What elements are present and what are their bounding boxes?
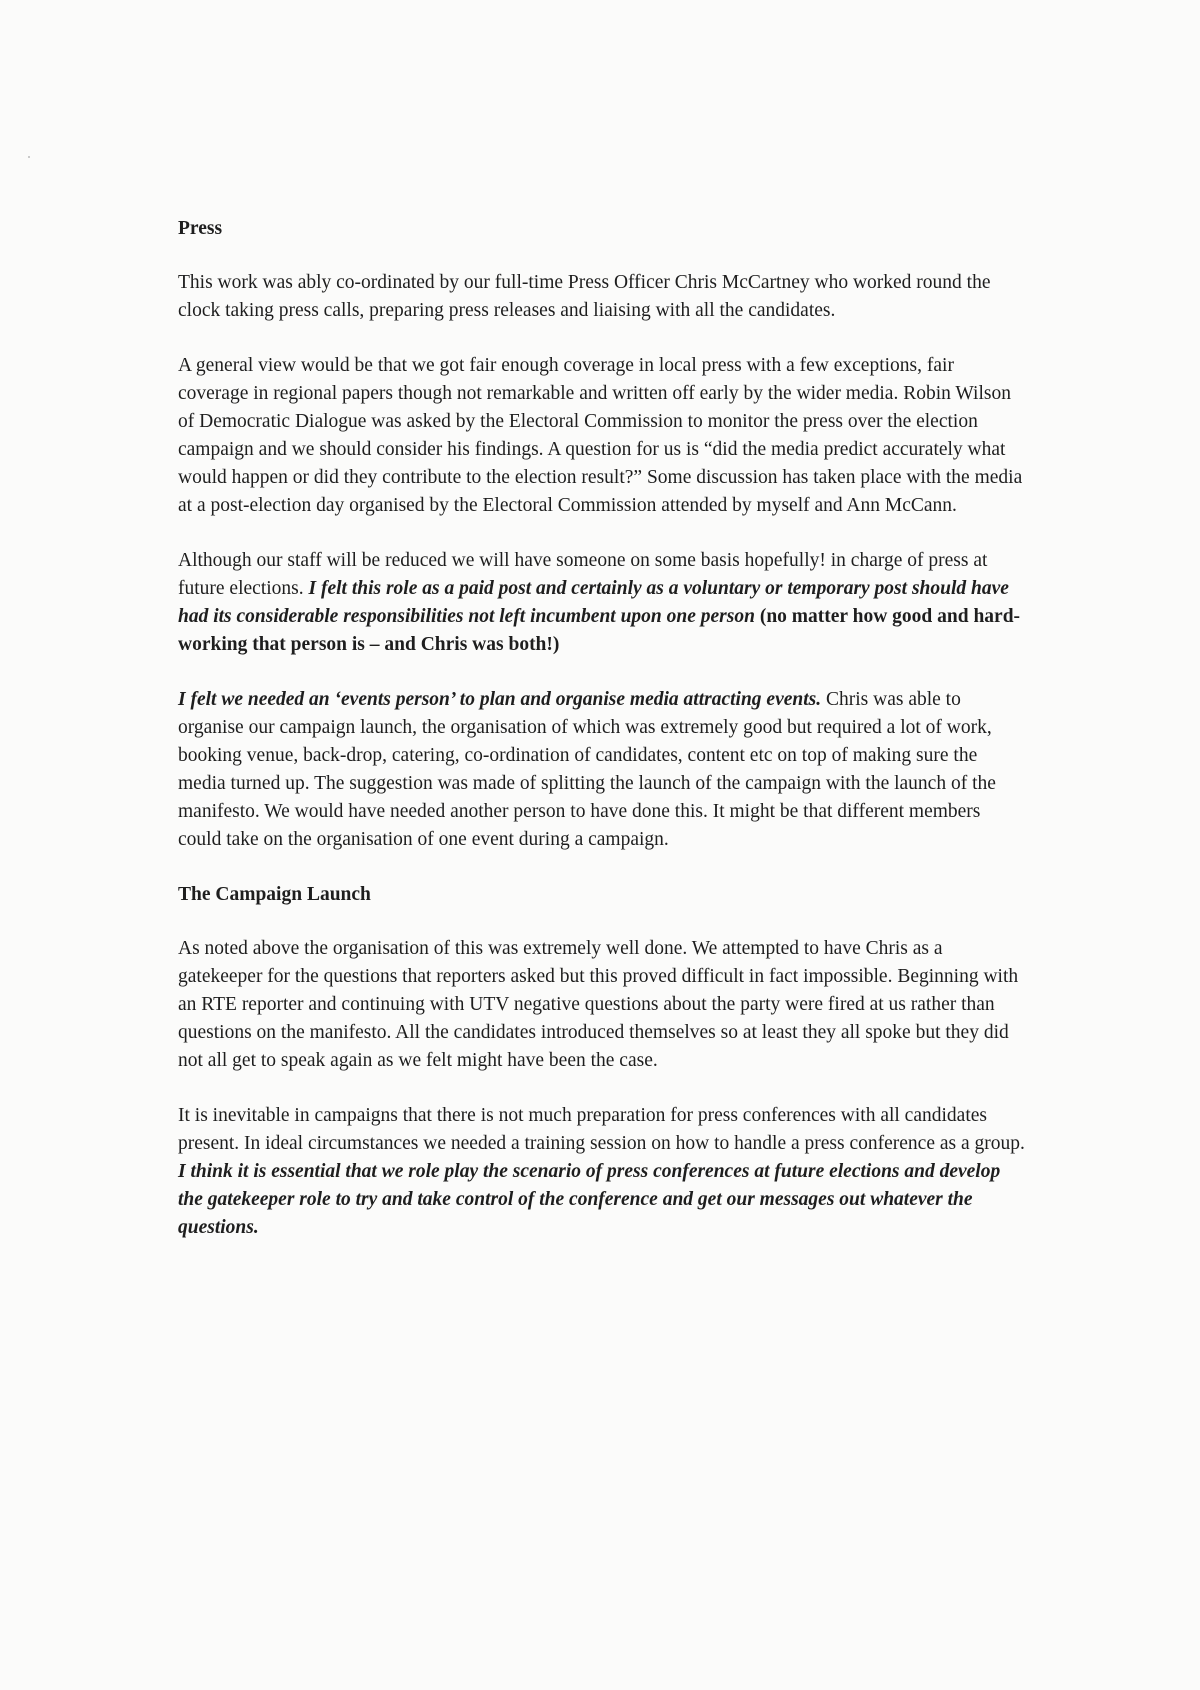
press-paragraph-3 [178, 547, 1028, 659]
press-paragraph-4-text: Chris was able to organise our campaign launch, the organisation of which was extremely good but required a lot of work, booking venue, back-drop, catering, co-ordination of candidates, content etc on top of making sure the media turned up. The suggestion was made of splitting the launch of the campaign with the launch of the manifesto. We would have needed another person to have done this. It might be that different members could take on the organisation of one event during a campaign. [178, 689, 996, 850]
document-page [178, 215, 1028, 1269]
launch-paragraph-2-text: It is inevitable in campaigns that there is not much preparation for press conferences with all candidates present. In ideal circumstances we needed a training session on how to handle a press conference as a group. [178, 1105, 1025, 1154]
scan-speck [28, 156, 30, 158]
launch-paragraph-2-emphasis: I think it is essential that we role play the scenario of press conferences at future elections and develop the gatekeeper role to try and take control of the conference and get our messages out whatever the questions. [178, 1161, 1001, 1238]
press-paragraph-2: A general view would be that we got fair enough coverage in local press with a few exceptions, fair coverage in regional papers though not remarkable and written off early by the wider media. Robin Wilson of Democratic Dialogue was asked by the Electoral Commission to monitor the press over the election campaign and we should consider his findings. A question for us is “did the media predict accurately what would happen or did they contribute to the election result?” Some discussion has taken place with the media at a post-election day organised by the Electoral Commission attended by myself and Ann McCann. [178, 355, 1023, 516]
press-paragraph-4 [178, 686, 1028, 854]
press-paragraph-1: This work was ably co-ordinated by our full-time Press Officer Chris McCartney who worked round the clock taking press calls, preparing press releases and liaising with all the candidates. [178, 272, 991, 321]
campaign-launch-heading: The Campaign Launch [178, 884, 371, 905]
press-paragraph-3-text: Although our staff will be reduced we will have someone on some basis hopefully! in charge of press at future elections. [178, 550, 988, 599]
launch-paragraph-1: As noted above the organisation of this was extremely well done. We attempted to have Chris as a gatekeeper for the questions that reporters asked but this proved difficult in fact impossible. Beginning with an RTE reporter and continuing with UTV negative questions about the party were fired at us rather than questions on the manifesto. All the candidates introduced themselves so at least they all spoke but they did not all get to speak again as we felt might have been the case. [178, 938, 1019, 1071]
press-paragraph-3-emphasis: I felt this role as a paid post and certainly as a voluntary or temporary post should have had its considerable responsibilities not left incumbent upon one person [178, 578, 1009, 627]
press-paragraph-4-emphasis: I felt we needed an ‘events person’ to plan and organise media attracting events. [178, 689, 822, 710]
launch-paragraph-2 [178, 1102, 1028, 1242]
press-heading: Press [178, 218, 223, 239]
press-paragraph-3-bold: (no matter how good and hard-working that person is – and Chris was both!) [178, 606, 1021, 655]
